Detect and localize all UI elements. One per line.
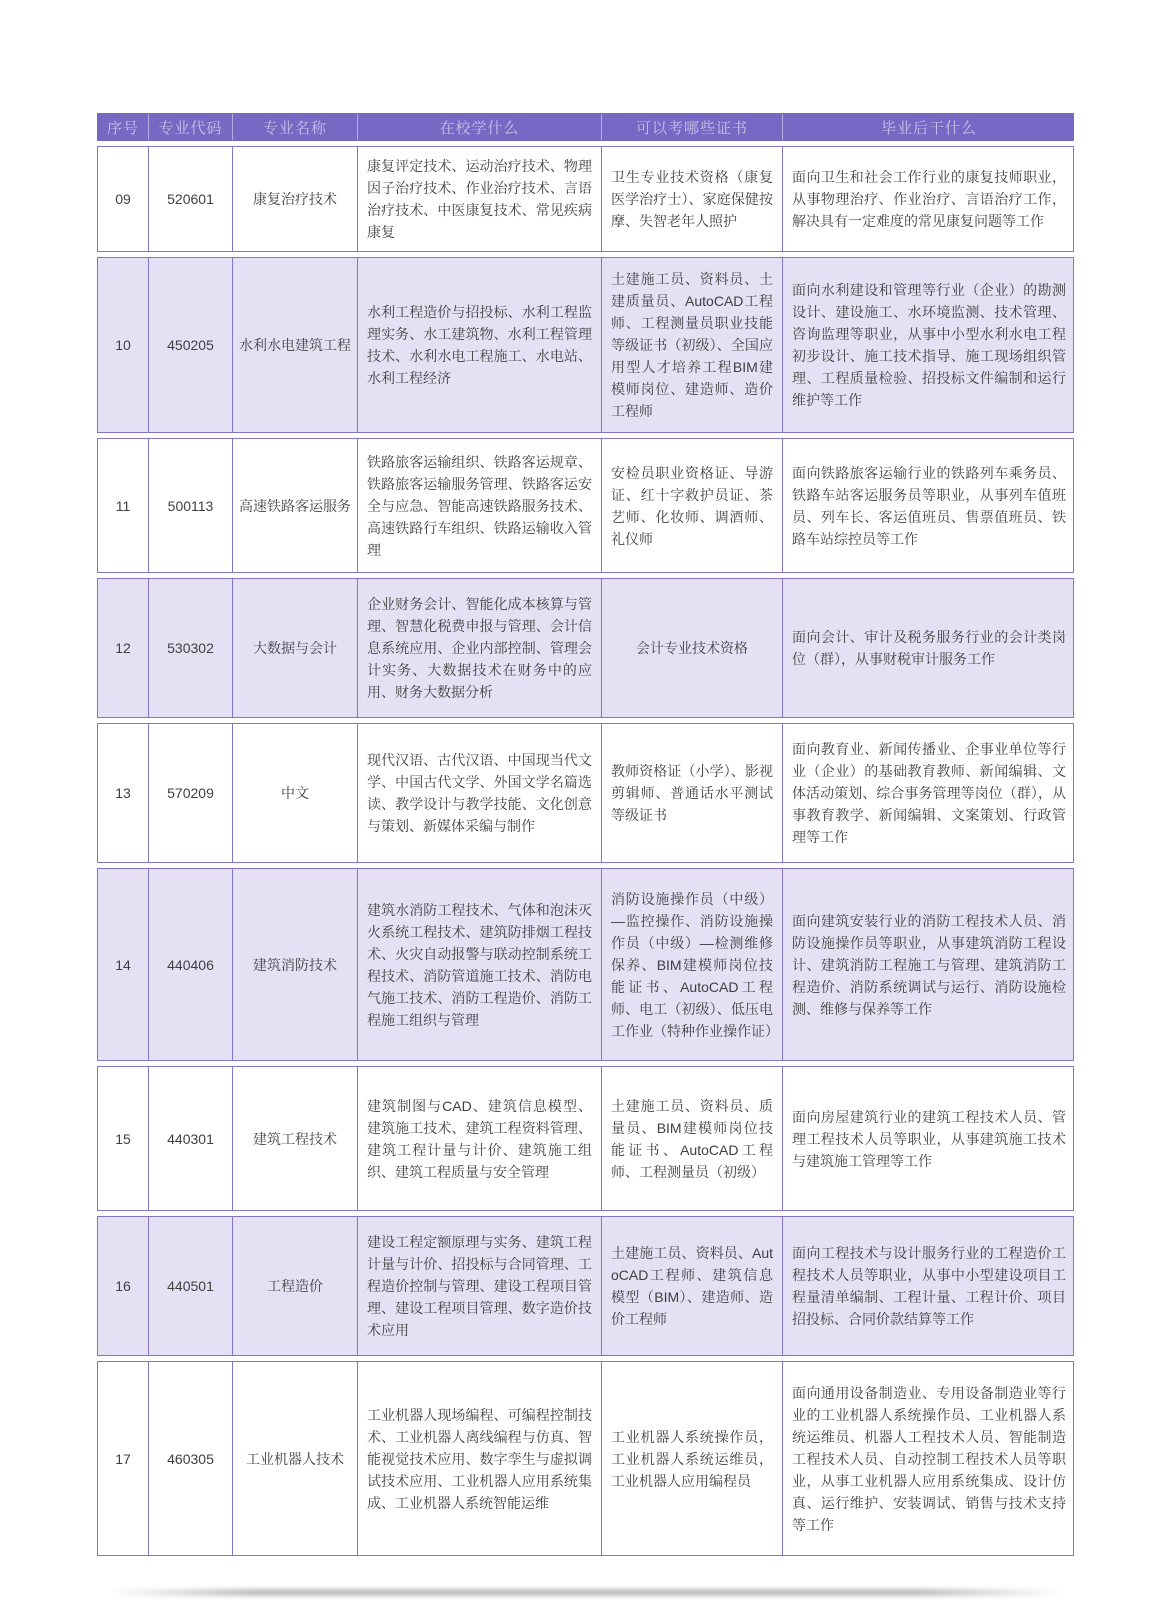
- serial-text: 10: [115, 337, 131, 353]
- cell-study: [358, 724, 602, 862]
- study-text: 企业财务会计、智能化成本核算与管理、智慧化税费申报与管理、会计信息系统应用、企业内部控制、管理会计实务、大数据技术在财务中的应用、财务大数据分析: [367, 596, 592, 700]
- table-row: [97, 1361, 1074, 1556]
- cell-name: [233, 439, 358, 572]
- cell-jobs: [783, 439, 1075, 572]
- cell-study: [358, 869, 602, 1060]
- code-text: 450205: [167, 337, 214, 353]
- code-text: 520601: [167, 191, 214, 207]
- cell-serial: [98, 439, 149, 572]
- table-row: [97, 438, 1074, 573]
- study-text: 康复评定技术、运动治疗技术、物理因子治疗技术、作业治疗技术、言语治疗技术、中医康复技术、常见疾病康复: [367, 158, 592, 240]
- code-text: 440301: [167, 1130, 214, 1147]
- cell-certs: [602, 1217, 783, 1355]
- table-row: [97, 868, 1074, 1061]
- serial-text: 09: [115, 191, 131, 207]
- cell-study: [358, 258, 602, 432]
- jobs-text: 面向房屋建筑行业的建筑工程技术人员、管理工程技术人员等职业，从事建筑施工技术与建筑施工管理等工作: [792, 1108, 1066, 1169]
- code-text: 440501: [167, 1278, 214, 1294]
- cell-name: [233, 1217, 358, 1355]
- cell-serial: [98, 147, 149, 251]
- serial-text: 12: [115, 640, 131, 656]
- study-text: 建筑制图与CAD、建筑信息模型、建筑施工技术、建筑工程资料管理、建筑工程计量与计价、建筑施工组织、建筑工程质量与安全管理: [367, 1097, 592, 1180]
- cell-certs: [602, 258, 783, 432]
- certs-text: 土建施工员、资料员、土建质量员、AutoCAD工程师、工程测量员职业技能等级证书（初级）、全国应用型人才培养工程BIM建模师岗位、建造师、造价工程师: [611, 271, 773, 419]
- cell-code: [149, 869, 233, 1060]
- page-bottom-shadow: [110, 1589, 1061, 1596]
- header-cell-certs: 可以考哪些证书: [602, 114, 783, 140]
- study-text: 现代汉语、古代汉语、中国现当代文学、中国古代文学、外国文学名篇选读、教学设计与教学技能、文化创意与策划、新媒体采编与制作: [367, 752, 592, 834]
- cell-serial: [98, 258, 149, 432]
- cell-certs: [602, 724, 783, 862]
- code-text: 530302: [167, 640, 214, 656]
- code-text: 500113: [167, 497, 214, 514]
- certs-text: 安检员职业资格证、导游证、红十字救护员证、茶艺师、化妆师、调酒师、礼仪师: [611, 464, 773, 547]
- jobs-text: 面向会计、审计及税务服务行业的会计类岗位（群），从事财税审计服务工作: [792, 629, 1066, 667]
- cell-serial: [98, 869, 149, 1060]
- cell-jobs: [783, 258, 1075, 432]
- cell-code: [149, 724, 233, 862]
- cell-certs: [602, 439, 783, 572]
- name-text: 高速铁路客运服务: [239, 497, 351, 514]
- cell-code: [149, 1217, 233, 1355]
- header-cell-code: 专业代码: [149, 114, 233, 140]
- cell-jobs: [783, 1067, 1075, 1210]
- name-text: 建筑消防技术: [253, 956, 337, 973]
- certs-text: 卫生专业技术资格（康复医学治疗士）、家庭保健按摩、失智老年人照护: [611, 169, 773, 229]
- cell-name: [233, 1067, 358, 1210]
- study-text: 建设工程定额原理与实务、建筑工程计量与计价、招投标与合同管理、工程造价控制与管理、建设工程项目管理、建设工程项目管理、数字造价技术应用: [367, 1234, 592, 1338]
- name-text: 康复治疗技术: [253, 191, 337, 207]
- cell-serial: [98, 1067, 149, 1210]
- name-text: 中文: [281, 785, 309, 801]
- serial-text: 14: [115, 956, 131, 973]
- code-text: 440406: [167, 956, 214, 973]
- header-cell-study: 在校学什么: [358, 114, 602, 140]
- cell-jobs: [783, 869, 1075, 1060]
- cell-code: [149, 579, 233, 717]
- table-row: [97, 1066, 1074, 1211]
- serial-text: 11: [115, 497, 131, 514]
- jobs-text: 面向通用设备制造业、专用设备制造业等行业的工业机器人系统操作员、工业机器人系统运维员、机器人工程技术人员、智能制造工程技术人员、自动控制工程技术人员等职业，从事工业机器人应用系统集成、设计仿真、运行维护、安装调试、销售与技术支持等工作: [792, 1384, 1066, 1533]
- cell-study: [358, 1362, 602, 1555]
- cell-code: [149, 1067, 233, 1210]
- table-row: [97, 146, 1074, 252]
- cell-serial: [98, 724, 149, 862]
- header-cell-jobs: 毕业后干什么: [880, 119, 977, 137]
- table-row: [97, 1216, 1074, 1356]
- serial-text: 13: [115, 785, 131, 801]
- cell-code: [149, 1362, 233, 1555]
- cell-study: [358, 1067, 602, 1210]
- jobs-text: 面向建筑安装行业的消防工程技术人员、消防设施操作员等职业，从事建筑消防工程设计、建筑消防工程施工与管理、建筑消防工程造价、消防系统调试与运行、消防设施检测、维修与保养等工作: [792, 912, 1066, 1017]
- table-header-row: [97, 113, 1074, 141]
- cell-jobs: [783, 147, 1075, 251]
- study-text: 水利工程造价与招投标、水利工程监理实务、水工建筑物、水利工程管理技术、水利水电工程施工、水电站、水利工程经济: [367, 304, 592, 386]
- cell-certs: [602, 1067, 783, 1210]
- certs-text: 土建施工员、资料员、AutoCAD工程师、建筑信息模型（BIM）、建造师、造价工程师: [611, 1245, 773, 1327]
- certs-text: 土建施工员、资料员、质量员、BIM建模师岗位技能证书、AutoCAD工程师、工程测量员（初级）: [611, 1097, 773, 1180]
- serial-text: 16: [115, 1278, 131, 1294]
- serial-text: 17: [115, 1450, 131, 1467]
- cell-certs: [602, 869, 783, 1060]
- cell-study: [358, 579, 602, 717]
- table-row: [97, 257, 1074, 433]
- study-text: 建筑水消防工程技术、气体和泡沫灭火系统工程技术、建筑防排烟工程技术、火灾自动报警与联动控制系统工程技术、消防管道施工技术、消防电气施工技术、消防工程造价、消防工程施工组织与管理: [367, 901, 592, 1028]
- cell-code: [149, 439, 233, 572]
- cell-name: [233, 579, 358, 717]
- cell-code: [149, 147, 233, 251]
- jobs-text: 面向教育业、新闻传播业、企事业单位等行业（企业）的基础教育教师、新闻编辑、文体活动策划、综合事务管理等岗位（群），从事教育教学、新闻编辑、文案策划、行政管理等工作: [792, 741, 1066, 845]
- name-text: 水利水电建筑工程: [239, 337, 351, 353]
- jobs-text: 面向工程技术与设计服务行业的工程造价工程技术人员等职业，从事中小型建设项目工程量清单编制、工程计量、工程计价、项目招投标、合同价款结算等工作: [792, 1245, 1066, 1327]
- name-text: 工业机器人技术: [246, 1450, 344, 1467]
- jobs-text: 面向卫生和社会工作行业的康复技师职业，从事物理治疗、作业治疗、言语治疗工作，解决具有一定难度的常见康复问题等工作: [792, 169, 1066, 229]
- cell-certs: [602, 1362, 783, 1555]
- cell-jobs: [783, 1362, 1075, 1555]
- cell-name: [233, 258, 358, 432]
- cell-name: [233, 147, 358, 251]
- cell-certs: [602, 147, 783, 251]
- serial-text: 15: [115, 1130, 131, 1147]
- table-row: [97, 723, 1074, 863]
- certs-text: 教师资格证（小学）、影视剪辑师、普通话水平测试等级证书: [611, 763, 773, 823]
- cell-name: [233, 724, 358, 862]
- cell-jobs: [783, 724, 1075, 862]
- cell-certs: [602, 579, 783, 717]
- cell-study: [358, 147, 602, 251]
- code-text: 570209: [167, 785, 214, 801]
- cell-serial: [98, 1362, 149, 1555]
- certs-text: 会计专业技术资格: [636, 640, 748, 656]
- cell-study: [358, 1217, 602, 1355]
- majors-table: [97, 113, 1074, 1556]
- header-cell-serial: 序号: [98, 114, 149, 140]
- cell-serial: [98, 1217, 149, 1355]
- certs-text: 工业机器人系统操作员，工业机器人系统运维员，工业机器人应用编程员: [611, 1428, 773, 1489]
- jobs-text: 面向水利建设和管理等行业（企业）的勘测设计、建设施工、水环境监测、技术管理、咨询监理等职业，从事中小型水利水电工程初步设计、施工技术指导、施工现场组织管理、工程质量检验、招投标文件编制和运行维护等工作: [792, 282, 1066, 408]
- cell-code: [149, 258, 233, 432]
- code-text: 460305: [167, 1450, 214, 1467]
- cell-serial: [98, 579, 149, 717]
- cell-name: [233, 869, 358, 1060]
- certs-text: 消防设施操作员（中级）—监控操作、消防设施操作员（中级）—检测维修保养、BIM建模师岗位技能证书、AutoCAD工程师、电工（初级）、低压电工作业（特种作业操作证）: [611, 890, 779, 1039]
- name-text: 建筑工程技术: [253, 1130, 337, 1147]
- name-text: 大数据与会计: [253, 640, 337, 656]
- study-text: 铁路旅客运输组织、铁路客运规章、铁路旅客运输服务管理、铁路客运安全与应急、智能高速铁路服务技术、高速铁路行车组织、铁路运输收入管理: [367, 453, 592, 558]
- study-text: 工业机器人现场编程、可编程控制技术、工业机器人离线编程与仿真、智能视觉技术应用、数字孪生与虚拟调试技术应用、工业机器人应用系统集成、工业机器人系统智能运维: [367, 1406, 592, 1511]
- header-cell-name: 专业名称: [233, 114, 358, 140]
- cell-jobs: [783, 1217, 1075, 1355]
- table-row: [97, 578, 1074, 718]
- name-text: 工程造价: [267, 1278, 323, 1294]
- cell-jobs: [783, 579, 1075, 717]
- jobs-text: 面向铁路旅客运输行业的铁路列车乘务员、铁路车站客运服务员等职业，从事列车值班员、列车长、客运值班员、售票值班员、铁路车站综控员等工作: [792, 464, 1066, 547]
- cell-name: [233, 1362, 358, 1555]
- cell-study: [358, 439, 602, 572]
